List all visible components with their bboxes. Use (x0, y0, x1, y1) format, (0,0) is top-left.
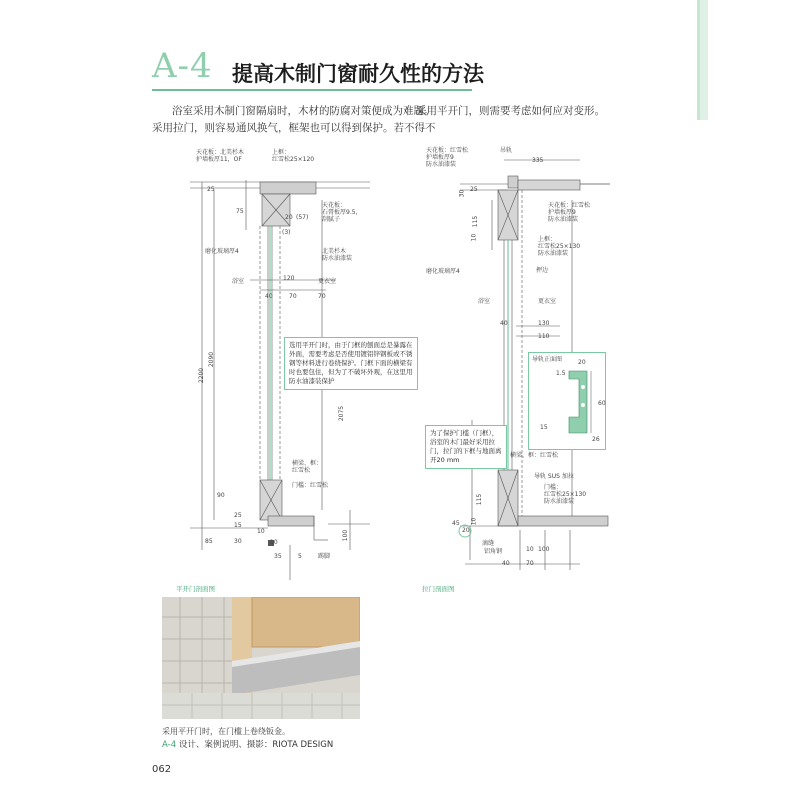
dim-g26: 26 (592, 436, 600, 443)
note-sliding-door: 为了保护门槛（门框），浴室的木门最好采用拉门，拉门的下框与地面离开20 mm (425, 425, 507, 469)
dim-r10a: 10 (470, 233, 478, 242)
dim-r45: 45 (452, 520, 460, 527)
dim-g15b: 15 (540, 424, 548, 431)
label-ceiling-2: 护墙板厚11，OF (196, 156, 242, 163)
dim-2090: 2090 (208, 351, 216, 368)
dim-r100: 100 (538, 546, 550, 553)
dim-70b: 70 (318, 293, 326, 300)
dim-10b: 10 (270, 539, 278, 546)
dim-35: 35 (274, 553, 282, 560)
dim-2075: 2075 (338, 405, 346, 422)
section-code: A-4 (152, 46, 213, 86)
label-r-flashing: 铝角钢 (484, 548, 503, 555)
dim-r115b: 115 (476, 493, 484, 506)
dim-100: 100 (342, 529, 350, 542)
dim-25a: 25 (207, 186, 215, 193)
photo-caption: 采用平开门时，在门槛上卷绕钣金。 (162, 727, 290, 736)
dim-r20: 20 (462, 527, 470, 534)
dim-5: 5 (298, 553, 302, 560)
dim-r110: 110 (538, 333, 550, 340)
dim-g60: 60 (598, 400, 606, 407)
label-glass: 磨化玻璃厚4 (205, 248, 239, 255)
label-r-glass: 磨化玻璃厚4 (426, 268, 460, 275)
intro-left-line2: 采用拉门，则容易通风换气，框架也可以得到保护。若不得不 (152, 122, 436, 134)
label-r-ceiling-3: 防水油漆装 (426, 161, 457, 168)
dim-g15: 1.5 (556, 370, 566, 377)
label-r-sill-2: 红雪松25×130 (544, 491, 587, 498)
label-ceiling-right-2: 石膏板厚9.5， (322, 209, 362, 216)
note-swing-door: 选用平开门时，由于门框的刨面总是暴露在外面，需要考虑是否使用镀铝锌钢板或不锈钢等材料进行卷绕保护。门框下面的横梁有时也要包住，但为了不破坏外观，在这里用防水油漆装保护 (284, 337, 418, 390)
label-r-ceiling-right-3: 防水油漆装 (548, 216, 579, 223)
credit-text: 设计、案例说明、摄影：RIOTA DESIGN (178, 740, 334, 750)
threshold-photo (162, 597, 360, 719)
label-r-head: 上框： (538, 236, 557, 243)
label-r-sill-3: 防水油漆装 (544, 498, 575, 505)
label-ceiling: 天花板：北美杉木 (196, 149, 245, 156)
dim-90: 90 (217, 492, 225, 499)
dim-r40a: 40 (500, 320, 508, 327)
dim-r30: 30 (458, 189, 466, 198)
label-r-head-2: 红雪松25×130 (538, 243, 581, 250)
label-stile: 横梁、框： (292, 460, 323, 467)
label-wall-right: 北美杉木 (322, 248, 347, 255)
dim-10a: 10 (257, 528, 265, 535)
label-r-sill: 门槛： (544, 484, 563, 491)
dim-120: 120 (283, 275, 295, 282)
label-sill: 门槛：红雪松 (292, 482, 329, 489)
page-number: 062 (152, 764, 172, 775)
dim-2200: 2200 (198, 367, 206, 384)
label-r-rail: 吊轨 (500, 147, 513, 154)
dim-r40b: 40 (502, 560, 510, 567)
label-head-frame-2: 红雪松25×120 (272, 156, 315, 163)
intro-right-line1: 采用平开门，则需要考虑如何应对变形。 (416, 105, 605, 117)
label-wall-right-2: 防水油漆装 (322, 255, 353, 262)
photo-credit (162, 738, 333, 750)
dim-85: 85 (205, 538, 213, 545)
caption-sliding-door: 拉门剖面图 (422, 585, 455, 593)
caption-swing-door: 平开门剖面图 (176, 585, 215, 593)
label-r-drain: 滴缝 (482, 540, 495, 547)
label-floor-ext: 踢脚 (318, 553, 331, 560)
label-r-ceiling: 天花板：红雪松 (426, 147, 469, 154)
threshold-photo-drawing (162, 597, 360, 719)
label-bath: 浴室 (232, 278, 245, 285)
dim-70a: 70 (289, 293, 297, 300)
page-edge-tab-line (697, 0, 700, 120)
guide-bracket-drawing (529, 353, 605, 449)
label-r-stop: 押边 (536, 267, 549, 274)
label-r-bath: 浴室 (478, 298, 491, 305)
dim-r115a: 115 (472, 215, 480, 228)
label-r-ceiling-right: 天花板：红雪松 (548, 202, 591, 209)
label-stile-2: 红雪松 (292, 467, 311, 474)
label-guide-title: 导轨正面图 (532, 356, 563, 363)
label-head-frame: 上框： (272, 149, 291, 156)
dim-r25: 25 (470, 186, 478, 193)
label-r-stile: 横梁、框：红雪松 (510, 452, 559, 459)
dim-3: (3) (282, 229, 291, 236)
dim-20: 20 (285, 214, 293, 221)
dim-30: 30 (234, 538, 242, 545)
intro-left-line1: 浴室采用木制门窗隔扇时，木材的防腐对策便成为难题。 (172, 105, 435, 117)
label-ceiling-right: 天花板： (322, 202, 347, 209)
label-r-ceiling-right-2: 护墙板厚9 (548, 209, 576, 216)
dim-g20: 20 (578, 359, 586, 366)
label-dressing: 更衣室 (318, 278, 337, 285)
label-r-head-3: 防水油漆装 (538, 250, 569, 257)
dim-r335: 335 (532, 157, 544, 164)
label-r-dressing: 更衣室 (538, 298, 557, 305)
dim-25b: 25 (234, 512, 242, 519)
label-r-ceiling-2: 护墙板厚9 (426, 154, 454, 161)
dim-57: (57) (296, 214, 309, 221)
dim-r70: 70 (526, 560, 534, 567)
label-ceiling-right-3: 刮腻子 (322, 216, 341, 223)
dim-r10c: 10 (526, 546, 534, 553)
dim-40: 40 (265, 293, 273, 300)
page-title: 提高木制门窗耐久性的方法 (232, 62, 484, 86)
dim-r10b: 10 (470, 517, 478, 526)
dim-15: 15 (234, 522, 242, 529)
title-underline (152, 89, 472, 91)
credit-code: A-4 (162, 740, 177, 750)
dim-r130: 130 (538, 320, 550, 327)
dim-75: 75 (236, 208, 244, 215)
label-r-guide: 导轨 SUS 加拉 (534, 473, 574, 480)
